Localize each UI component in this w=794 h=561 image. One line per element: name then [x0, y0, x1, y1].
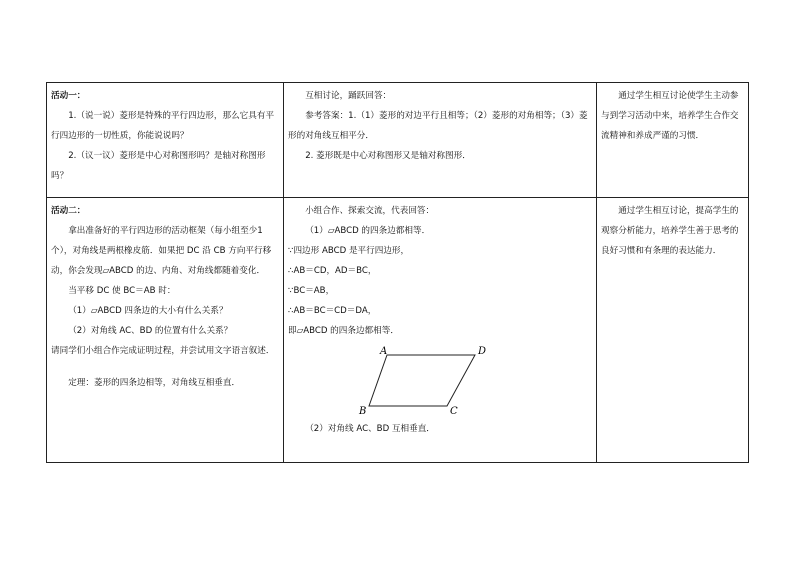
cell-paragraph: ∴AB＝CD，AD＝BC， — [288, 266, 377, 276]
vertex-label-b: B — [359, 406, 367, 415]
vertex-label-d: D — [478, 346, 487, 357]
cell-paragraph: 1.（说一说）菱形是特殊的平行四边形，那么它具有平行四边形的一切性质，你能说说吗？ — [51, 111, 275, 141]
cell-paragraph: （2）对角线 AC、BD 互相垂直． — [305, 424, 435, 434]
activity-one-cell — [47, 83, 284, 198]
rhombus-figure — [358, 345, 488, 415]
lesson-table — [46, 82, 749, 463]
cell-paragraph: ∴AB＝BC＝CD＝DA， — [288, 306, 377, 316]
vertex-label-a: A — [380, 346, 388, 357]
cell-paragraph: （1）▱ABCD 四条边的大小有什么关系？ — [68, 306, 228, 316]
activity-two-cell — [47, 198, 284, 463]
activity-two-intent-cell — [597, 198, 749, 463]
cell-paragraph: 活动一： — [51, 91, 86, 101]
cell-paragraph: 活动二： — [51, 206, 86, 216]
activity-one-intent-cell — [597, 83, 749, 198]
vertex-label-c: C — [450, 406, 458, 415]
cell-paragraph — [51, 361, 279, 373]
activity-two-answer-cell — [284, 198, 597, 463]
cell-paragraph: ∵BC＝AB， — [288, 286, 335, 296]
table-row — [47, 198, 749, 463]
cell-paragraph: 即▱ABCD 的四条边都相等． — [288, 326, 399, 336]
cell-paragraph: ∵四边形 ABCD 是平行四边形， — [288, 246, 410, 256]
cell-paragraph: 拿出准备好的平行四边形的活动框架（每小组至少1个），对角线是两根橡皮筋．如果把 DC 沿 CB 方向平行移动，你会发现▱ABCD 的边、内角、对角线都随着变化． — [51, 226, 272, 276]
cell-paragraph: 参考答案：1.（1）菱形的对边平行且相等；（2）菱形的对角相等；（3）菱形的对角线互相平分． — [288, 111, 588, 141]
cell-paragraph: 请同学们小组合作完成证明过程，并尝试用文字语言叙述． — [51, 346, 275, 356]
activity-one-answer-cell — [284, 83, 597, 198]
cell-paragraph: 2.（议一议）菱形是中心对称图形吗？是轴对称图形吗？ — [51, 151, 266, 181]
rhombus-shape — [369, 355, 475, 406]
cell-paragraph: 当平移 DC 使 BC＝AB 时： — [68, 286, 176, 296]
cell-paragraph: 通过学生相互讨论，提高学生的观察分析能力，培养学生善于思考的良好习惯和有条理的表达能力． — [601, 206, 739, 256]
cell-paragraph: 2. 菱形既是中心对称图形又是轴对称图形． — [305, 151, 471, 161]
cell-paragraph: 定理：菱形的四条边相等，对角线互相垂直． — [68, 378, 241, 388]
cell-paragraph: 小组合作、探索交流，代表回答： — [305, 206, 435, 216]
cell-paragraph: 互相讨论，踊跃回答： — [305, 91, 392, 101]
cell-paragraph: 通过学生相互讨论使学生主动参与到学习活动中来，培养学生合作交流精神和养成严谨的习惯． — [601, 91, 739, 141]
cell-paragraph: （2）对角线 AC、BD 的位置有什么关系？ — [68, 326, 233, 336]
cell-paragraph: （1）▱ABCD 的四条边都相等． — [305, 226, 431, 236]
table-row — [47, 83, 749, 198]
